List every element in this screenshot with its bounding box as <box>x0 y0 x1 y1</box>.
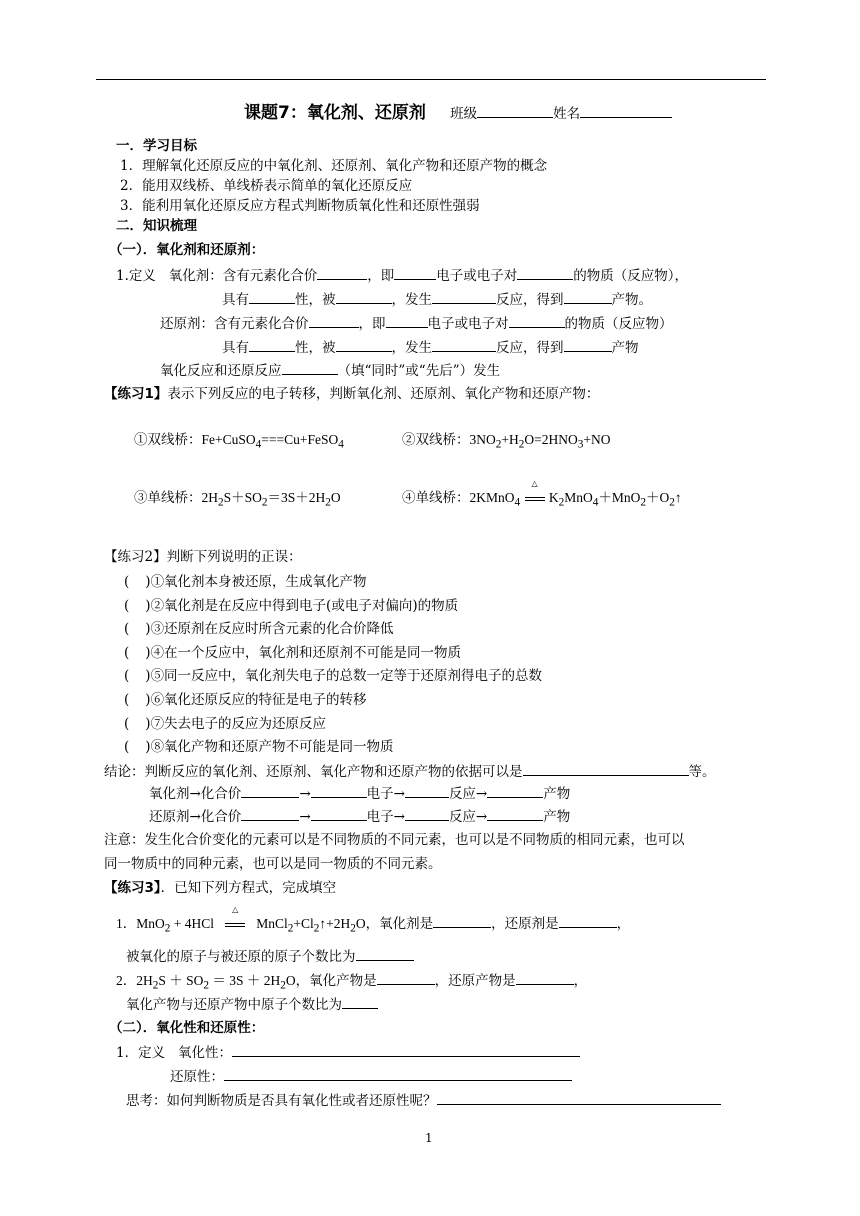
text: ，发生 <box>391 292 432 308</box>
page-title: 课题7：氧化剂、还原剂 <box>244 103 426 123</box>
text: 产物 <box>543 809 571 825</box>
text: 1．定义 <box>116 1045 166 1061</box>
text: 还原剂→化合价 <box>149 809 242 825</box>
text: 2 <box>495 438 502 451</box>
answer-paren-open[interactable]: ( <box>124 574 130 590</box>
think-question <box>126 1091 721 1110</box>
text: 的物质（反应物）， <box>573 268 689 284</box>
title-line <box>244 104 672 123</box>
text: 2 <box>164 922 171 935</box>
text: 2 <box>313 922 320 935</box>
text: ＝ 3S ＋ 2H <box>209 973 281 988</box>
reaction-3 <box>134 489 341 512</box>
blank[interactable] <box>317 266 367 280</box>
text: 性，被 <box>295 340 336 356</box>
answer-paren-open[interactable]: ( <box>124 644 130 661</box>
text: ，还原产物是 <box>434 973 516 988</box>
statement-text: ⑥氧化还原反应的特征是电子的转移 <box>150 692 367 708</box>
answer-paren-open[interactable]: ( <box>124 621 130 638</box>
def2-reducing <box>170 1067 572 1086</box>
text: 2 <box>203 979 210 992</box>
text: 3NO <box>469 432 496 447</box>
heat-triangle: △ <box>232 905 239 914</box>
blank[interactable] <box>432 338 496 352</box>
blank[interactable] <box>487 807 543 821</box>
subsection-heading: （一）．氧化剂和还原剂： <box>109 242 265 258</box>
text: ①双线桥： <box>134 432 202 447</box>
answer-paren-close: ) <box>145 739 151 756</box>
reductant-label: 还原剂：含有元素化合价 <box>160 316 309 332</box>
def-oxidant-line <box>116 266 688 285</box>
text: O <box>330 490 341 505</box>
def-simultaneous-line <box>160 361 500 380</box>
exercise3-q1 <box>116 905 631 938</box>
text: 2 <box>152 979 159 992</box>
blank[interactable] <box>249 290 295 304</box>
text: 4 <box>255 438 262 451</box>
def2-oxidizing <box>116 1043 580 1062</box>
answer-paren-open[interactable]: ( <box>124 739 130 756</box>
answer-paren-close: ) <box>145 574 151 590</box>
text: ， <box>573 973 588 988</box>
true-false-item <box>124 691 367 709</box>
text: O=2HNO <box>524 432 578 447</box>
answer-paren-close: ) <box>145 715 151 732</box>
blank[interactable] <box>336 290 392 304</box>
blank[interactable] <box>433 914 491 928</box>
blank[interactable] <box>516 971 574 985</box>
reaction-4 <box>402 479 682 512</box>
statement-text: ③还原剂在反应时所含元素的化合价降低 <box>150 621 394 638</box>
text: ②双线桥： <box>402 432 470 447</box>
reaction-1 <box>134 431 344 454</box>
name-label: 姓名 <box>553 106 581 122</box>
answer-paren-close: ) <box>145 668 151 685</box>
answer-paren-close: ) <box>145 644 151 661</box>
true-false-item <box>124 644 461 662</box>
blank[interactable] <box>487 784 543 798</box>
answer-paren-close: ) <box>145 597 151 614</box>
arrow: → <box>299 786 311 802</box>
text: 氧化剂→化合价 <box>149 786 242 802</box>
statement-text: ④在一个反应中，氧化剂和还原剂不可能是同一物质 <box>150 644 462 661</box>
answer-paren-open[interactable]: ( <box>124 692 130 708</box>
class-label: 班级 <box>450 106 478 122</box>
text: 等。 <box>688 764 716 780</box>
text: 反应，得到 <box>496 340 564 356</box>
text: 2 <box>280 979 286 992</box>
text: ④单线桥： <box>402 490 470 505</box>
text: 2 <box>350 922 356 935</box>
true-false-item <box>124 573 367 591</box>
text: 思考：如何判断物质是否具有氧化性或者还原性呢？ <box>126 1093 437 1109</box>
statement-text: ⑤同一反应中，氧化剂失电子的总数一定等于还原剂得电子的总数 <box>150 668 543 685</box>
text: 电子→ <box>366 786 405 802</box>
true-false-item <box>124 738 394 756</box>
text: ， <box>616 916 631 931</box>
double-line <box>525 497 545 501</box>
blank[interactable] <box>224 1067 572 1081</box>
blank[interactable] <box>282 361 338 375</box>
exercise-text: ．已知下列方程式，完成填空 <box>160 880 337 896</box>
blank[interactable] <box>405 807 449 821</box>
note-line2: 同一物质中的同种元素，也可以是同一物质的不同元素。 <box>104 856 442 872</box>
note-line1: 注意：发生化合价变化的元素可以是不同物质的不同元素，也可以是不同物质的相同元素，也可以 <box>104 832 685 848</box>
blank[interactable] <box>386 314 428 328</box>
text: 2 <box>325 496 331 509</box>
true-false-item <box>124 715 326 733</box>
text: ，即 <box>367 268 395 284</box>
text: 具有 <box>222 292 249 308</box>
def-reductant-line2 <box>222 338 639 357</box>
reaction-2 <box>402 431 611 454</box>
text: 2 <box>518 438 525 451</box>
answer-paren-open[interactable]: ( <box>124 715 130 732</box>
class-blank[interactable] <box>477 104 553 118</box>
heat-sign <box>524 479 546 507</box>
text: 2． <box>116 973 137 988</box>
conclusion-oxidant <box>149 784 570 803</box>
exercise-label: 【练习1】 <box>104 386 168 402</box>
text: 氧化性： <box>177 1045 232 1061</box>
text: 反应，得到 <box>496 292 564 308</box>
text: 4 <box>338 438 344 451</box>
text: 性，被 <box>295 292 336 308</box>
def-prefix: 1.定义 <box>116 268 156 284</box>
blank[interactable] <box>517 266 573 280</box>
blank[interactable] <box>311 807 367 821</box>
page-number: 1 <box>425 1131 433 1145</box>
exercise3-q1-line2 <box>126 947 414 966</box>
exercise3-q2 <box>116 971 587 995</box>
oxidant-label: 氧化剂：含有元素化合价 <box>168 268 318 284</box>
exercise-label: 【练习2】 <box>104 549 167 565</box>
text: 氧化产物与还原产物中原子个数比为 <box>126 997 342 1013</box>
goal-item: 1．理解氧化还原反应的中氧化剂、还原剂、氧化产物和还原产物的概念 <box>120 158 548 174</box>
exercise3-header <box>104 879 336 897</box>
answer-paren-open[interactable]: ( <box>124 668 130 685</box>
text: 2KMnO <box>469 490 515 505</box>
blank[interactable] <box>523 762 689 776</box>
answer-paren-close: ) <box>145 692 151 708</box>
text: 反应→ <box>448 786 488 802</box>
def-reductant-line <box>160 314 673 333</box>
text: O，氧化剂是 <box>355 916 434 931</box>
blank[interactable] <box>432 290 496 304</box>
true-false-item <box>124 620 394 638</box>
text: 产物 <box>543 786 571 802</box>
statement-text: ⑦失去电子的反应为还原反应 <box>150 715 327 732</box>
text: 结论：判断反应的氧化剂、还原剂、氧化产物和还原产物的依据可以是 <box>104 764 523 780</box>
blank[interactable] <box>249 338 295 352</box>
text: ↑ <box>674 490 682 505</box>
blank[interactable] <box>564 290 612 304</box>
blank[interactable] <box>405 784 449 798</box>
text: +NO <box>583 432 611 447</box>
text: 1． <box>116 916 137 931</box>
text: MnO <box>136 916 165 931</box>
text: 2H <box>136 973 153 988</box>
exercise-text: 判断下列说明的正误： <box>166 549 302 565</box>
text: 2 <box>640 496 647 509</box>
exercise3-q2-line2 <box>126 995 378 1014</box>
statement-text: ②氧化剂是在反应中得到电子(或电子对偏向)的物质 <box>150 597 459 614</box>
true-false-item <box>124 667 542 685</box>
text: 2 <box>218 496 224 509</box>
text: 具有 <box>222 340 249 356</box>
exercise2-header <box>104 548 302 566</box>
text: +Cl <box>293 916 314 931</box>
text: 的物质（反应物） <box>564 316 673 332</box>
text: 电子→ <box>366 809 405 825</box>
blank[interactable] <box>394 266 436 280</box>
text: ＋O <box>646 490 670 505</box>
name-blank[interactable] <box>580 104 672 118</box>
text: ↑+2H <box>319 916 351 931</box>
def-oxidant-line2 <box>222 290 652 309</box>
text: 被氧化的原子与被还原的原子个数比为 <box>126 949 356 965</box>
text: K <box>548 490 559 505</box>
text: Fe+CuSO <box>201 432 256 447</box>
heat-sign <box>224 905 246 933</box>
text: 2 <box>669 496 675 509</box>
text: （填“同时”或“先后”）发生 <box>337 363 501 379</box>
text: 氧化反应和还原反应 <box>160 363 282 379</box>
text: +H <box>501 432 519 447</box>
blank[interactable] <box>241 784 299 798</box>
text: 产物 <box>611 340 639 356</box>
double-line <box>225 923 245 927</box>
text: 2 <box>261 496 268 509</box>
text: 电子或电子对 <box>427 316 509 332</box>
text: 2 <box>558 496 565 509</box>
text: 4 <box>592 496 599 509</box>
heat-triangle: △ <box>531 479 538 488</box>
text: 产物。 <box>611 292 652 308</box>
statement-text: ⑧氧化产物和还原产物不可能是同一物质 <box>150 739 394 756</box>
text: 电子或电子对 <box>436 268 518 284</box>
text: 2 <box>287 922 294 935</box>
true-false-item <box>124 597 458 615</box>
blank[interactable] <box>309 314 359 328</box>
blank[interactable] <box>356 947 414 961</box>
blank[interactable] <box>559 914 617 928</box>
text: ，即 <box>358 316 386 332</box>
exercise-text: 表示下列反应的电子转移，判断氧化剂、还原剂、氧化产物和还原产物： <box>167 386 600 402</box>
conclusion-line <box>104 762 716 781</box>
text: MnO <box>564 490 593 505</box>
text: O，氧化产物是 <box>285 973 377 988</box>
goal-item: 2．能用双线桥、单线桥表示简单的氧化还原反应 <box>120 178 413 194</box>
text: ，发生 <box>391 340 432 356</box>
text: ，还原剂是 <box>491 916 559 931</box>
blank[interactable] <box>232 1043 580 1057</box>
blank[interactable] <box>336 338 392 352</box>
text: 反应→ <box>448 809 488 825</box>
text: ===Cu+FeSO <box>261 432 339 447</box>
blank[interactable] <box>241 807 299 821</box>
blank[interactable] <box>437 1091 721 1105</box>
text: 2H <box>201 490 218 505</box>
text: 4 <box>514 496 521 509</box>
answer-paren-open[interactable]: ( <box>124 597 130 614</box>
text: ＋MnO <box>598 490 641 505</box>
text: 3 <box>577 438 584 451</box>
section-knowledge-heading: 二．知识梳理 <box>116 218 197 234</box>
text: + 4HCl <box>170 916 215 931</box>
arrow: → <box>299 809 311 825</box>
exercise-label: 【练习3】 <box>104 880 161 896</box>
text: S＋SO <box>223 490 262 505</box>
section-goals-heading: 一．学习目标 <box>116 138 197 154</box>
blank[interactable] <box>342 995 378 1009</box>
answer-paren-close: ) <box>145 621 151 638</box>
text: 还原性： <box>170 1069 224 1085</box>
subsection-heading-2: （二）．氧化性和还原性： <box>109 1020 265 1036</box>
text: ③单线桥： <box>134 490 202 505</box>
blank[interactable] <box>564 338 612 352</box>
goal-item: 3．能利用氧化还原反应方程式判断物质氧化性和还原性强弱 <box>120 198 480 214</box>
blank[interactable] <box>311 784 367 798</box>
statement-text: ①氧化剂本身被还原，生成氧化产物 <box>150 574 367 590</box>
blank[interactable] <box>377 971 435 985</box>
conclusion-reductant <box>149 807 570 826</box>
header-rule <box>96 79 766 80</box>
text: ＝3S＋2H <box>267 490 326 505</box>
blank[interactable] <box>509 314 565 328</box>
text: MnCl <box>256 916 288 931</box>
text: S ＋ SO <box>158 973 204 988</box>
exercise1-header <box>104 385 599 403</box>
